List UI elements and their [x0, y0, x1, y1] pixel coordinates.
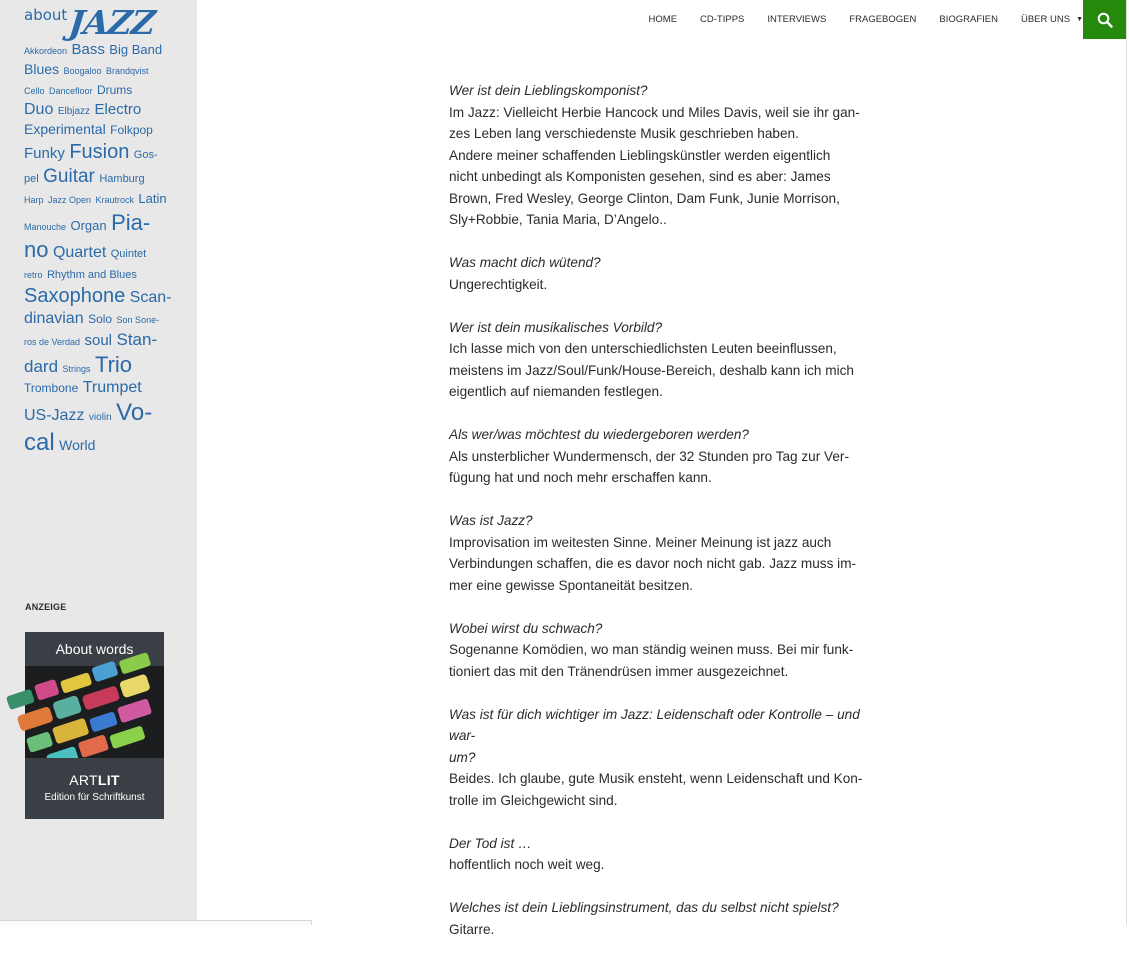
- tag-row: [24, 60, 174, 80]
- tag-link[interactable]: Jazz Open: [47, 194, 91, 205]
- main-navigation: [626, 0, 1083, 39]
- tag-link[interactable]: dard: [24, 356, 59, 376]
- answer-line: Ich lasse mich von den unterschiedlichsten Leuten beeinflussen,: [449, 341, 837, 356]
- answer-line: Verbindungen schaffen, die es davor noch nicht gab. Jazz muss im-: [449, 556, 857, 571]
- tag-link[interactable]: Duo: [24, 101, 54, 118]
- tag-link[interactable]: Harp: [24, 194, 44, 205]
- calligraphy-artwork-icon: [25, 666, 164, 758]
- question: um?: [449, 749, 476, 765]
- answer-line: Sogenanne Komödien, wo man ständig weinen muss. Bei mir funk-: [449, 642, 854, 657]
- tag-row: [24, 165, 174, 189]
- tag-link[interactable]: Funky: [24, 145, 65, 162]
- ad-footer: [25, 758, 164, 819]
- question: Wobei wirst du schwach?: [449, 620, 603, 636]
- tag-row: [24, 140, 174, 165]
- tag-link[interactable]: Gos-: [133, 149, 158, 161]
- tag-link[interactable]: Latin: [138, 190, 167, 206]
- tag-link[interactable]: Bass: [71, 41, 105, 58]
- tag-link[interactable]: Blues: [24, 61, 60, 77]
- site-header: [197, 0, 1129, 39]
- tag-link[interactable]: Boogaloo: [63, 66, 102, 76]
- tag-link[interactable]: Quintet: [110, 248, 147, 261]
- nav-biografien[interactable]: BIOGRAFIEN: [939, 14, 998, 25]
- qa-block: [449, 80, 879, 231]
- tag-row: [24, 329, 174, 351]
- sidebar: [0, 0, 197, 925]
- answer-line: Brown, Fred Wesley, George Clinton, Dam Funk, Junie Morrison,: [449, 190, 840, 206]
- tag-cloud: [24, 40, 174, 458]
- tag-link[interactable]: ros de Verdad: [24, 336, 81, 347]
- question: Als wer/was möchtest du wiedergeboren werden?: [449, 427, 749, 442]
- tag-link[interactable]: retro: [24, 269, 43, 280]
- tag-link[interactable]: Solo: [88, 311, 113, 326]
- tag-link[interactable]: Strings: [62, 363, 91, 374]
- tag-link[interactable]: Krautrock: [95, 194, 134, 205]
- search-icon: [1097, 12, 1113, 28]
- tag-link[interactable]: Organ: [70, 217, 107, 233]
- interview-content: [449, 80, 879, 962]
- answer-line: Ungerechtigkeit.: [449, 276, 548, 292]
- tag-link[interactable]: Quartet: [52, 244, 107, 262]
- ad-header: About words: [55, 641, 134, 657]
- tag-link[interactable]: cal: [24, 429, 55, 457]
- tag-link[interactable]: Brandqvist: [105, 66, 149, 76]
- logo-about-text: about: [24, 6, 68, 24]
- search-button[interactable]: [1083, 0, 1126, 39]
- question: Wer ist dein musikalisches Vorbild?: [449, 319, 663, 335]
- tag-link[interactable]: soul: [84, 331, 113, 349]
- answer-line: Als unsterblicher Wundermensch, der 32 Stunden pro Tag zur Ver-: [449, 448, 849, 464]
- answer-line: nicht unbedingt als Komponisten gesehen, sind es aber: James: [449, 169, 831, 184]
- tag-row: [24, 284, 174, 309]
- tag-link[interactable]: violin: [88, 412, 112, 424]
- tag-link[interactable]: World: [59, 437, 96, 454]
- answer-line: zes Leben lang verschiedenste Musik geschrieben haben.: [449, 126, 799, 141]
- qa-block: [449, 510, 879, 596]
- question: Was ist für dich wichtiger im Jazz: Leidenschaft oder Kontrolle – und war-: [449, 706, 860, 743]
- answer-line: Improvisation im weitesten Sinne. Meiner Meinung ist jazz auch: [449, 534, 832, 550]
- answer-line: Beides. Ich glaube, gute Musik ensteht, wenn Leidenschaft und Kon-: [449, 771, 863, 786]
- answer-line: mer eine gewisse Spontaneität besitzen.: [449, 577, 694, 593]
- horizontal-scrollbar[interactable]: [0, 920, 312, 925]
- ad-brand: [25, 772, 164, 788]
- tag-row: [24, 378, 174, 398]
- qa-block: [449, 833, 879, 876]
- answer-line: fügung hat und noch mehr erschaffen kann.: [449, 470, 712, 485]
- tag-link[interactable]: dinavian: [24, 309, 84, 327]
- tag-link[interactable]: US-Jazz: [24, 407, 85, 425]
- question: Welches ist dein Lieblingsinstrument, das du selbst nicht spielst?: [449, 900, 839, 915]
- tag-link[interactable]: Trio: [94, 351, 133, 377]
- caret-down-icon: ▼: [1076, 16, 1083, 23]
- tag-row: [24, 209, 174, 237]
- tag-link[interactable]: Folkpop: [110, 123, 153, 137]
- ad-image: [25, 666, 164, 758]
- answer-line: trolle im Gleichgewicht sind.: [449, 792, 618, 808]
- answer-line: eigentlich auf niemanden festlegen.: [449, 384, 663, 399]
- nav-ueber-uns[interactable]: [1021, 14, 1083, 25]
- tag-row: [24, 428, 174, 458]
- nav-ueber-uns-label: ÜBER UNS: [1020, 14, 1071, 25]
- answer-line: tioniert das mit den Tränendrüsen immer ausgezeichnet.: [449, 663, 789, 679]
- tag-link[interactable]: Trombone: [24, 381, 79, 396]
- tag-row: [24, 236, 174, 264]
- qa-block: [449, 317, 879, 403]
- tag-link[interactable]: Stan-: [116, 329, 158, 349]
- tag-link[interactable]: Big Band: [109, 42, 163, 57]
- tag-link[interactable]: Scan-: [129, 288, 172, 306]
- qa-block: [449, 618, 879, 683]
- tag-row: [24, 80, 174, 100]
- tag-row: [24, 351, 174, 379]
- ad-brand-lit: LIT: [97, 772, 120, 788]
- nav-home[interactable]: HOME: [648, 14, 678, 25]
- widget-title-anzeige: ANZEIGE: [25, 602, 67, 612]
- tag-link[interactable]: Fusion: [69, 141, 130, 163]
- tag-link[interactable]: Experimental: [24, 121, 106, 137]
- qa-block: [449, 704, 879, 812]
- tag-link[interactable]: Trumpet: [82, 379, 142, 397]
- tag-link[interactable]: Pia-: [111, 209, 151, 235]
- nav-cd-tipps[interactable]: CD-TIPPS: [700, 14, 745, 25]
- qa-block: [449, 252, 879, 295]
- answer-line: hoffentlich noch weit weg.: [449, 857, 605, 872]
- tag-link[interactable]: Vo-: [116, 399, 153, 427]
- question: Was macht dich wütend?: [449, 255, 601, 270]
- tag-link[interactable]: Drums: [96, 83, 133, 97]
- tag-link[interactable]: Son Sone-: [116, 314, 160, 325]
- qa-block: [449, 897, 879, 940]
- tag-row: [24, 100, 174, 120]
- tag-row: [24, 264, 174, 284]
- tag-link[interactable]: Elbjazz: [57, 106, 91, 117]
- answer-line: meistens im Jazz/Soul/Funk/House-Bereich, deshalb kann ich mich: [449, 362, 854, 378]
- logo-jazz-text: JAZZ: [67, 3, 157, 42]
- answer-line: Andere meiner schaffenden Lieblingskünstler werden eigentlich: [449, 147, 831, 163]
- tag-link[interactable]: Manouche: [24, 221, 67, 232]
- question: Was ist Jazz?: [449, 513, 533, 528]
- tag-row: [24, 120, 174, 140]
- answer-line: Gitarre.: [449, 921, 495, 937]
- answer-line: Im Jazz: Vielleicht Herbie Hancock und Miles Davis, weil sie ihr gan-: [449, 104, 860, 120]
- tag-row: [24, 189, 174, 209]
- tag-link[interactable]: Akkordeon: [24, 46, 68, 56]
- ad-banner[interactable]: [25, 632, 164, 819]
- tag-link[interactable]: Rhythm and Blues: [46, 268, 137, 281]
- tag-row: [24, 309, 174, 329]
- answer-line: Sly+Robbie, Tania Maria, D’Angelo..: [449, 212, 667, 227]
- tag-link[interactable]: Hamburg: [99, 173, 145, 185]
- qa-block: [449, 424, 879, 489]
- tag-link[interactable]: Electro: [94, 101, 142, 118]
- ad-subtitle: Edition für Schriftkunst: [44, 792, 145, 803]
- tag-link[interactable]: Cello: [24, 86, 45, 96]
- ad-brand-art: ART: [69, 772, 98, 788]
- nav-interviews[interactable]: INTERVIEWS: [767, 14, 827, 25]
- nav-fragebogen[interactable]: FRAGEBOGEN: [849, 14, 917, 25]
- tag-link[interactable]: Saxophone: [24, 284, 126, 307]
- tag-link[interactable]: no: [24, 237, 49, 263]
- tag-row: [24, 40, 174, 60]
- tag-link[interactable]: Dancefloor: [48, 86, 93, 96]
- question: Der Tod ist …: [449, 835, 532, 851]
- question: Wer ist dein Lieblingskomponist?: [449, 83, 648, 98]
- tag-link[interactable]: pel: [24, 173, 39, 185]
- site-logo[interactable]: [24, 0, 155, 40]
- tag-row: [24, 398, 174, 428]
- tag-link[interactable]: Guitar: [43, 166, 95, 187]
